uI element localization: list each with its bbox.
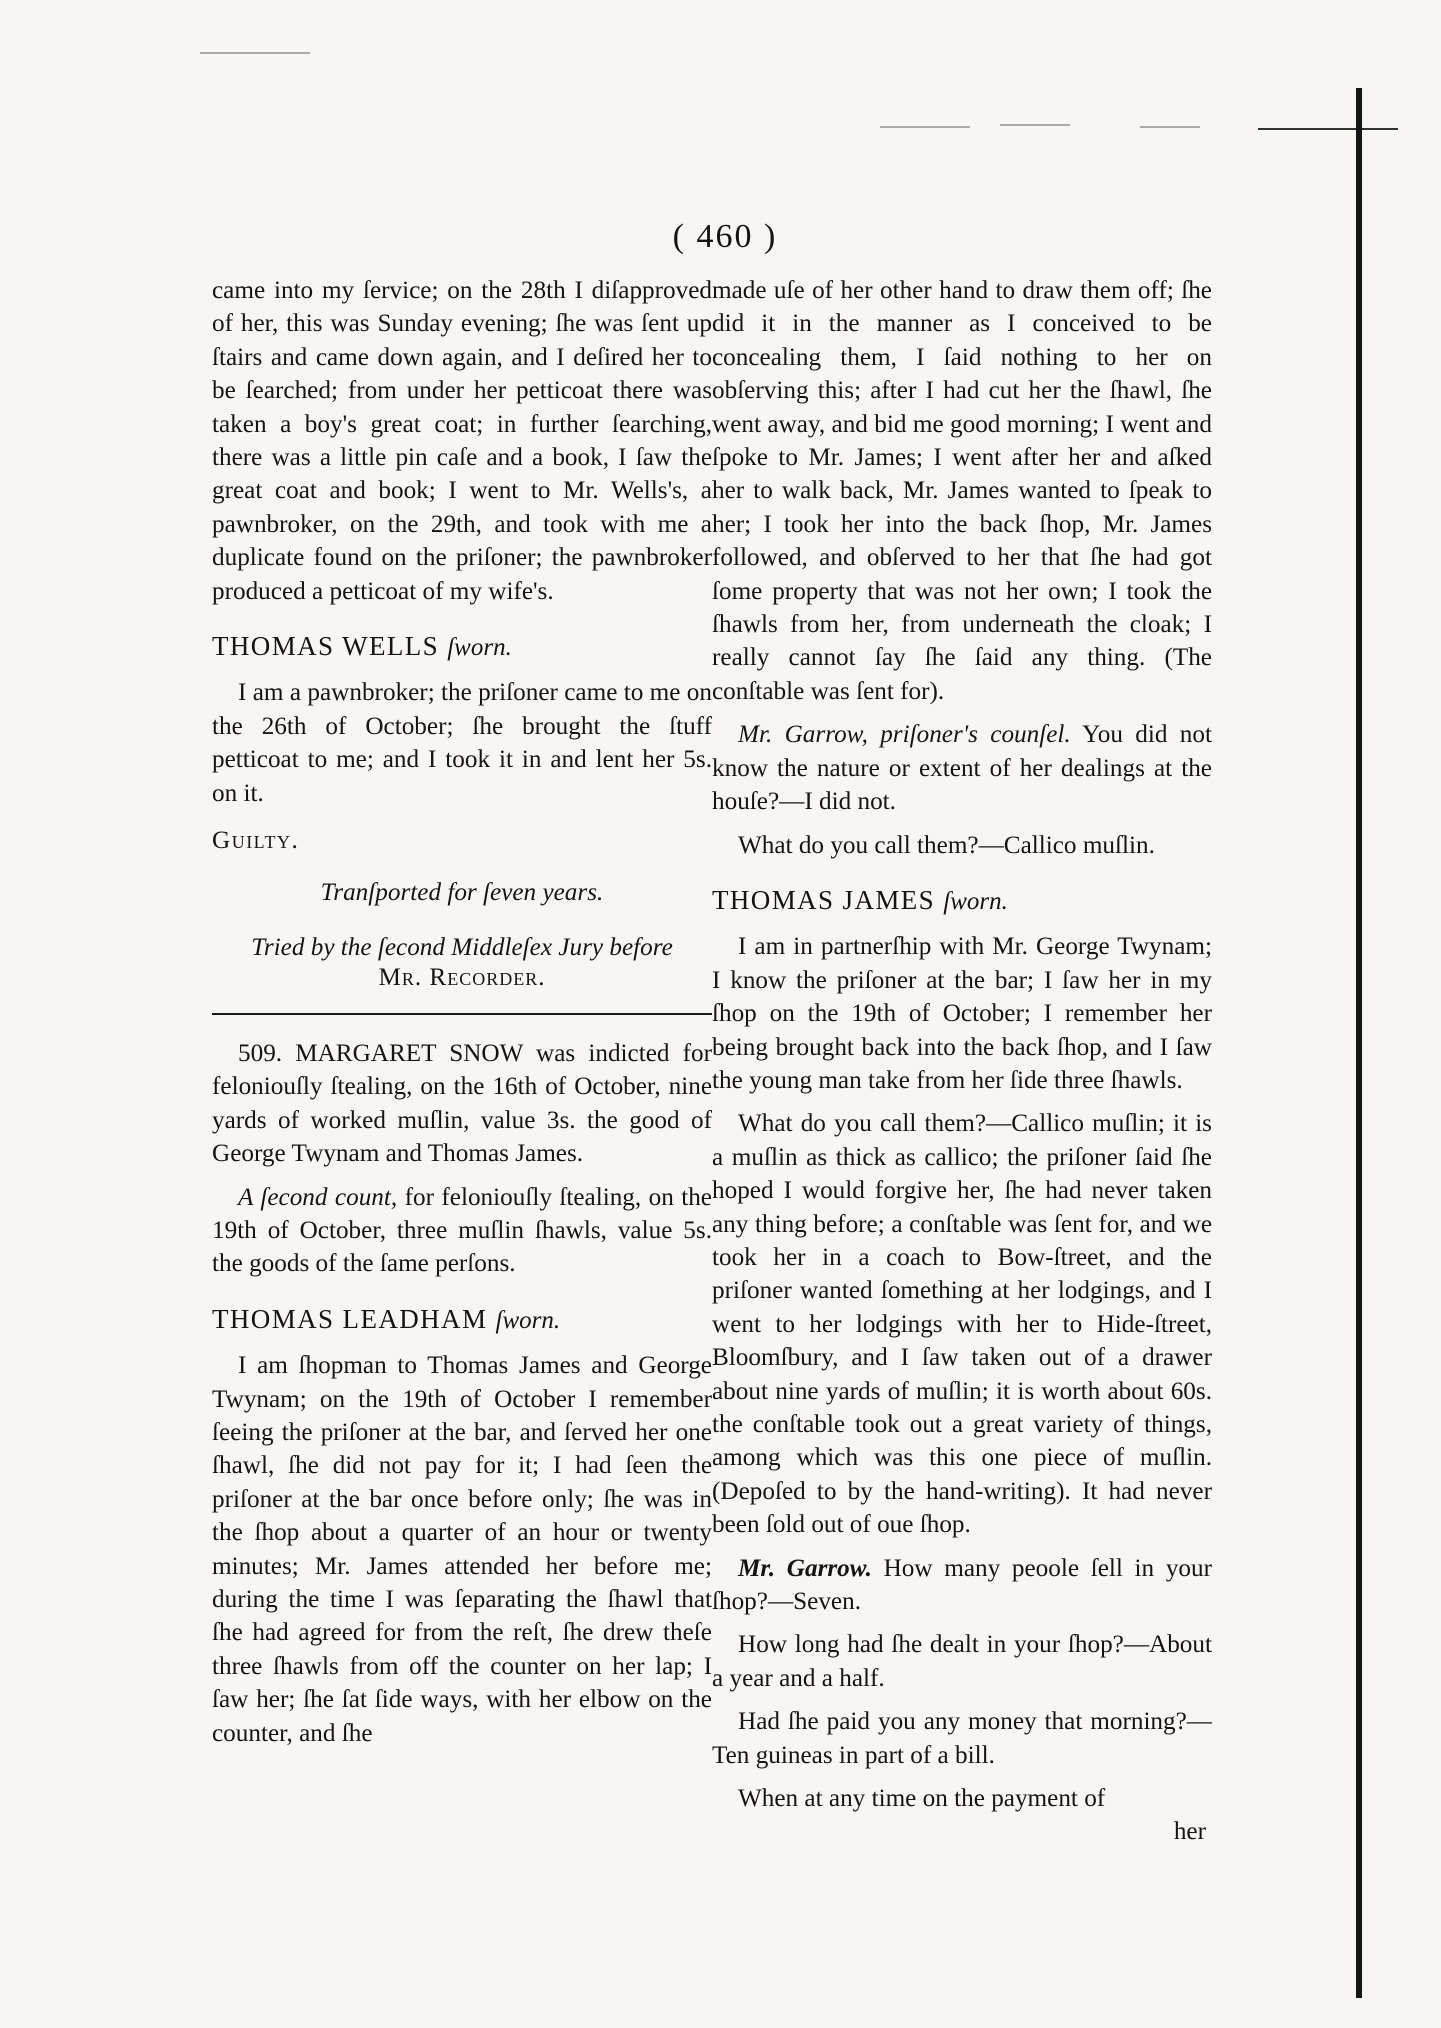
jury-judge: Mr. Recorder. bbox=[378, 963, 546, 991]
ink-smudge bbox=[200, 52, 310, 54]
testimony-paragraph: I am ſhopman to Thomas James and George Twynam; on the 19th of October I remember ſeeing the priſoner at the bar, and ſerved her one ſhawl, ſhe did not pay for it; I had ſeen the priſoner at the bar once before only; ſhe was in the ſhop about a quarter of an hour or twenty minutes; Mr. James attended her before me; during the time I was ſeparating the ſhawl that ſhe had agreed for from the reſt, ſhe drew theſe three ſhawls from off the counter on her lap; I ſaw her; ſhe ſat ſide ways, with her elbow on the counter, and ſhe bbox=[212, 1352, 712, 1747]
ink-smudge bbox=[880, 126, 970, 128]
testimony-paragraph: made uſe of her other hand to draw them off; ſhe did it in the manner as I conceived to be concealing them, I ſaid nothing to her on obſerving this; after I had cut her the ſhawl, ſhe went away, and bid me good morning; I went and ſpoke to Mr. James; I went after her and aſked her to walk back, Mr. James wanted to ſpeak to her; I took her into the back ſhop, Mr. James followed, and obſerved to her that ſhe had got ſome property that was not her own; I took the ſhawls from her, from underneath the cloak; I really cannot ſay ſhe ſaid any thing. (The conſtable was ſent for). bbox=[712, 277, 1212, 705]
top-rule-stub bbox=[1258, 128, 1398, 130]
section-divider bbox=[212, 1013, 712, 1015]
witness-heading bbox=[712, 884, 1212, 918]
question-answer: When at any time on the payment of bbox=[738, 1785, 1106, 1813]
testimony-paragraph: What do you call them?—Callico muſlin; it is a muſlin as thick as callico; the priſoner ſaid ſhe hoped I would forgive her, ſhe had never taken any thing before; a conſtable was ſent for, and we took her in a coach to Bow-ſtreet, and the priſoner wanted ſomething at her lodgings, and I went to her lodgings with her to Hide-ſtreet, Bloomſbury, and I ſaw taken out of a drawer about nine yards of muſlin; it is worth about 60s. the conſtable took out a great variety of things, among which was this one piece of muſlin. (Depoſed to by the hand-writing). It had never been ſold out of oue ſhop. bbox=[712, 1110, 1212, 1539]
witness-name: THOMAS JAMES bbox=[712, 884, 936, 915]
right-column bbox=[712, 274, 1212, 1859]
counsel-question bbox=[712, 1552, 1212, 1619]
left-column bbox=[212, 274, 712, 1760]
question-answer: What do you call them?—Callico muſlin. bbox=[738, 831, 1155, 859]
sworn-label: ſworn. bbox=[495, 1306, 561, 1334]
counsel-question bbox=[712, 718, 1212, 818]
counsel-label: Mr. Garrow, priſoner's counſel. bbox=[738, 721, 1071, 749]
counsel-text: You did not know the nature or extent of her dealings at the houſe?—I did not. bbox=[712, 721, 1212, 816]
witness-name: THOMAS LEADHAM bbox=[212, 1303, 488, 1334]
sentence: Tranſported for ſeven years. bbox=[320, 878, 604, 906]
jury-note bbox=[212, 933, 712, 993]
testimony-paragraph: came into my ſervice; on the 28th I diſapproved of her, this was Sunday evening; ſhe was ſent up ſtairs and came down again, and I deſired her to be ſearched; from under her petticoat there was taken a boy's great coat; in further ſearching, there was a little pin caſe and a book, I ſaw the great coat and book; I went to Mr. Wells's, a pawnbroker, on the 29th, and took with me a duplicate found on the priſoner; the pawnbroker produced a petticoat of my wife's. bbox=[212, 277, 712, 605]
testimony-paragraph: I am in partnerſhip with Mr. George Twynam; I know the priſoner at the bar; I ſaw her in my ſhop on the 19th of October; I remember her being brought back into the back ſhop, and I ſaw the young man take from her ſide three ſhawls. bbox=[712, 933, 1212, 1094]
ink-smudge bbox=[1140, 126, 1200, 128]
second-count bbox=[212, 1181, 712, 1281]
witness-name: THOMAS WELLS bbox=[212, 631, 440, 662]
witness-heading bbox=[212, 630, 712, 664]
question-answer: How long had ſhe dealt in your ſhop?—About a year and a half. bbox=[712, 1631, 1212, 1692]
counsel-label: Mr. Garrow. bbox=[738, 1554, 872, 1582]
question-answer: Had ſhe paid you any money that morning?—Ten guineas in part of a bill. bbox=[712, 1708, 1212, 1769]
jury-line: Tried by the ſecond Middleſex Jury before bbox=[251, 933, 673, 961]
second-count-text: for feloniouſly ſtealing, on the 19th of October, three muſlin ſhawls, value 5s. the goods of the ſame perſons. bbox=[212, 1183, 712, 1278]
ink-smudge bbox=[1000, 124, 1070, 126]
page-edge-rule bbox=[1356, 88, 1362, 1998]
case-intro: 509. MARGARET SNOW was indicted for feloniouſly ſtealing, on the 16th of October, nine yards of worked muſlin, value 3s. the good of George Twynam and Thomas James. bbox=[212, 1039, 712, 1168]
page-number: ( 460 ) bbox=[672, 218, 778, 255]
counsel-text: How many peoole ſell in your ſhop?—Seven. bbox=[712, 1554, 1212, 1616]
second-count-label: A ſecond count, bbox=[238, 1183, 398, 1211]
verdict: Guilty. bbox=[212, 827, 300, 855]
sworn-label: ſworn. bbox=[943, 887, 1008, 915]
catchword: her bbox=[1173, 1818, 1206, 1846]
sworn-label: ſworn. bbox=[447, 634, 512, 662]
testimony-paragraph: I am a pawnbroker; the priſoner came to me on the 26th of October; ſhe brought the ſtuff petticoat to me; and I took it in and lent her 5s. on it. bbox=[212, 679, 712, 807]
witness-heading bbox=[212, 1303, 712, 1337]
